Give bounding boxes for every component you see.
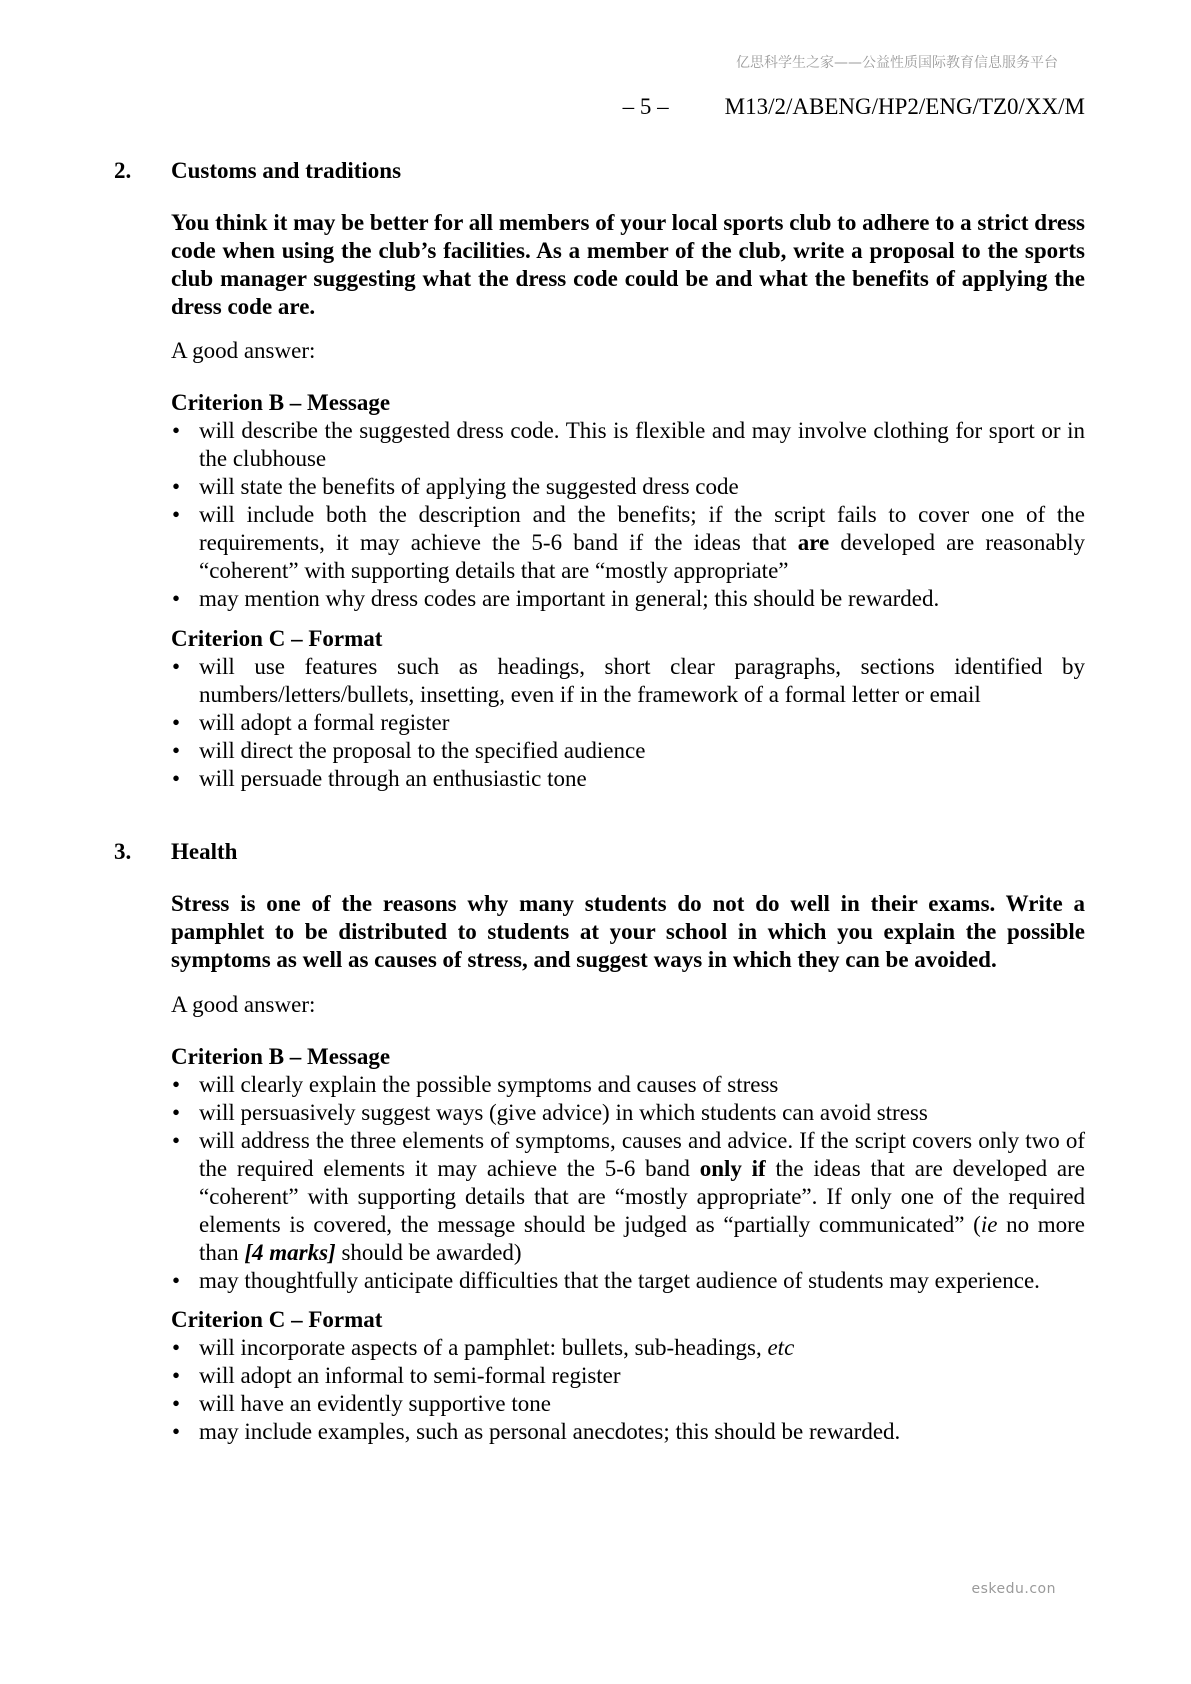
list-item: • will persuade through an enthusiastic tone: [171, 765, 1085, 793]
criterion-b-title: Criterion B – Message: [171, 1044, 391, 1069]
document-code: M13/2/ABENG/HP2/ENG/TZ0/XX/M: [724, 94, 1085, 119]
criterion-b-list: [171, 417, 1085, 613]
watermark-top: 亿思科学生之家——公益性质国际教育信息服务平台: [736, 55, 1058, 71]
list-item: • may thoughtfully anticipate difficulties that the target audience of students may experience.: [171, 1267, 1085, 1295]
watermark-bottom: eskedu.con: [971, 1581, 1056, 1597]
list-item: • will direct the proposal to the specified audience: [171, 737, 1085, 765]
list-item: • may include examples, such as personal anecdotes; this should be rewarded.: [171, 1418, 1085, 1446]
question-3-good-answer: A good answer:: [171, 992, 316, 1017]
criterion-c-title: Criterion C – Format: [171, 1307, 383, 1332]
question-3-criterion-b: [171, 1043, 1085, 1295]
question-2-title: Customs and traditions: [171, 158, 402, 183]
criterion-b-list: [171, 1071, 1085, 1295]
question-2-criterion-b: [171, 389, 1085, 613]
list-item: • will persuasively suggest ways (give advice) in which students can avoid stress: [171, 1099, 1085, 1127]
list-item: • will have an evidently supportive tone: [171, 1390, 1085, 1418]
list-item: • will adopt a formal register: [171, 709, 1085, 737]
question-2-prompt: You think it may be better for all members of your local sports club to adhere to a strict dress code when using the club’s facilities. As a member of the club, write a proposal to the sports club manager suggesting what the dress code could be and what the benefits of applying the dress code are.: [171, 210, 1085, 319]
list-item: • will state the benefits of applying the suggested dress code: [171, 473, 1085, 501]
list-item: • will include both the description and the benefits; if the script fails to cover one of the requirements, it may achieve the 5-6 band if the ideas that are developed are reasonably “coherent” with supporting details that are “mostly appropriate”: [171, 501, 1085, 585]
question-2-good-answer: A good answer:: [171, 338, 316, 363]
list-item: • will address the three elements of symptoms, causes and advice. If the script covers only two of the required elements it may achieve the 5-6 band only if the ideas that are developed are “coherent” with supporting details that are “mostly appropriate”. If only one of the required elements is covered, the message should be judged as “partially communicated” (ie no more than [4 marks] should be awarded): [171, 1127, 1085, 1267]
question-3-criterion-c: [171, 1306, 1085, 1446]
question-2-criterion-c: [171, 625, 1085, 793]
page-header: [0, 94, 1085, 120]
list-item: • will clearly explain the possible symptoms and causes of stress: [171, 1071, 1085, 1099]
list-item: • will incorporate aspects of a pamphlet: bullets, sub-headings, etc: [171, 1334, 1085, 1362]
list-item: • may mention why dress codes are important in general; this should be rewarded.: [171, 585, 1085, 613]
list-item: • will adopt an informal to semi-formal register: [171, 1362, 1085, 1390]
criterion-b-title: Criterion B – Message: [171, 390, 391, 415]
criterion-c-list: [171, 1334, 1085, 1446]
criterion-c-list: [171, 653, 1085, 793]
question-2-number: 2.: [114, 158, 132, 183]
page-number: – 5 –: [622, 94, 669, 119]
criterion-c-title: Criterion C – Format: [171, 626, 383, 651]
question-3-prompt: Stress is one of the reasons why many students do not do well in their exams. Write a pamphlet to be distributed to students at your school in which you explain the possible symptoms as well as causes of stress, and suggest ways in which they can be avoided.: [171, 891, 1085, 972]
list-item: • will use features such as headings, short clear paragraphs, sections identified by numbers/letters/bullets, insetting, even if in the framework of a formal letter or email: [171, 653, 1085, 709]
list-item: • will describe the suggested dress code. This is flexible and may involve clothing for sport or in the clubhouse: [171, 417, 1085, 473]
question-3-title: Health: [171, 839, 238, 864]
question-3-number: 3.: [114, 839, 132, 864]
